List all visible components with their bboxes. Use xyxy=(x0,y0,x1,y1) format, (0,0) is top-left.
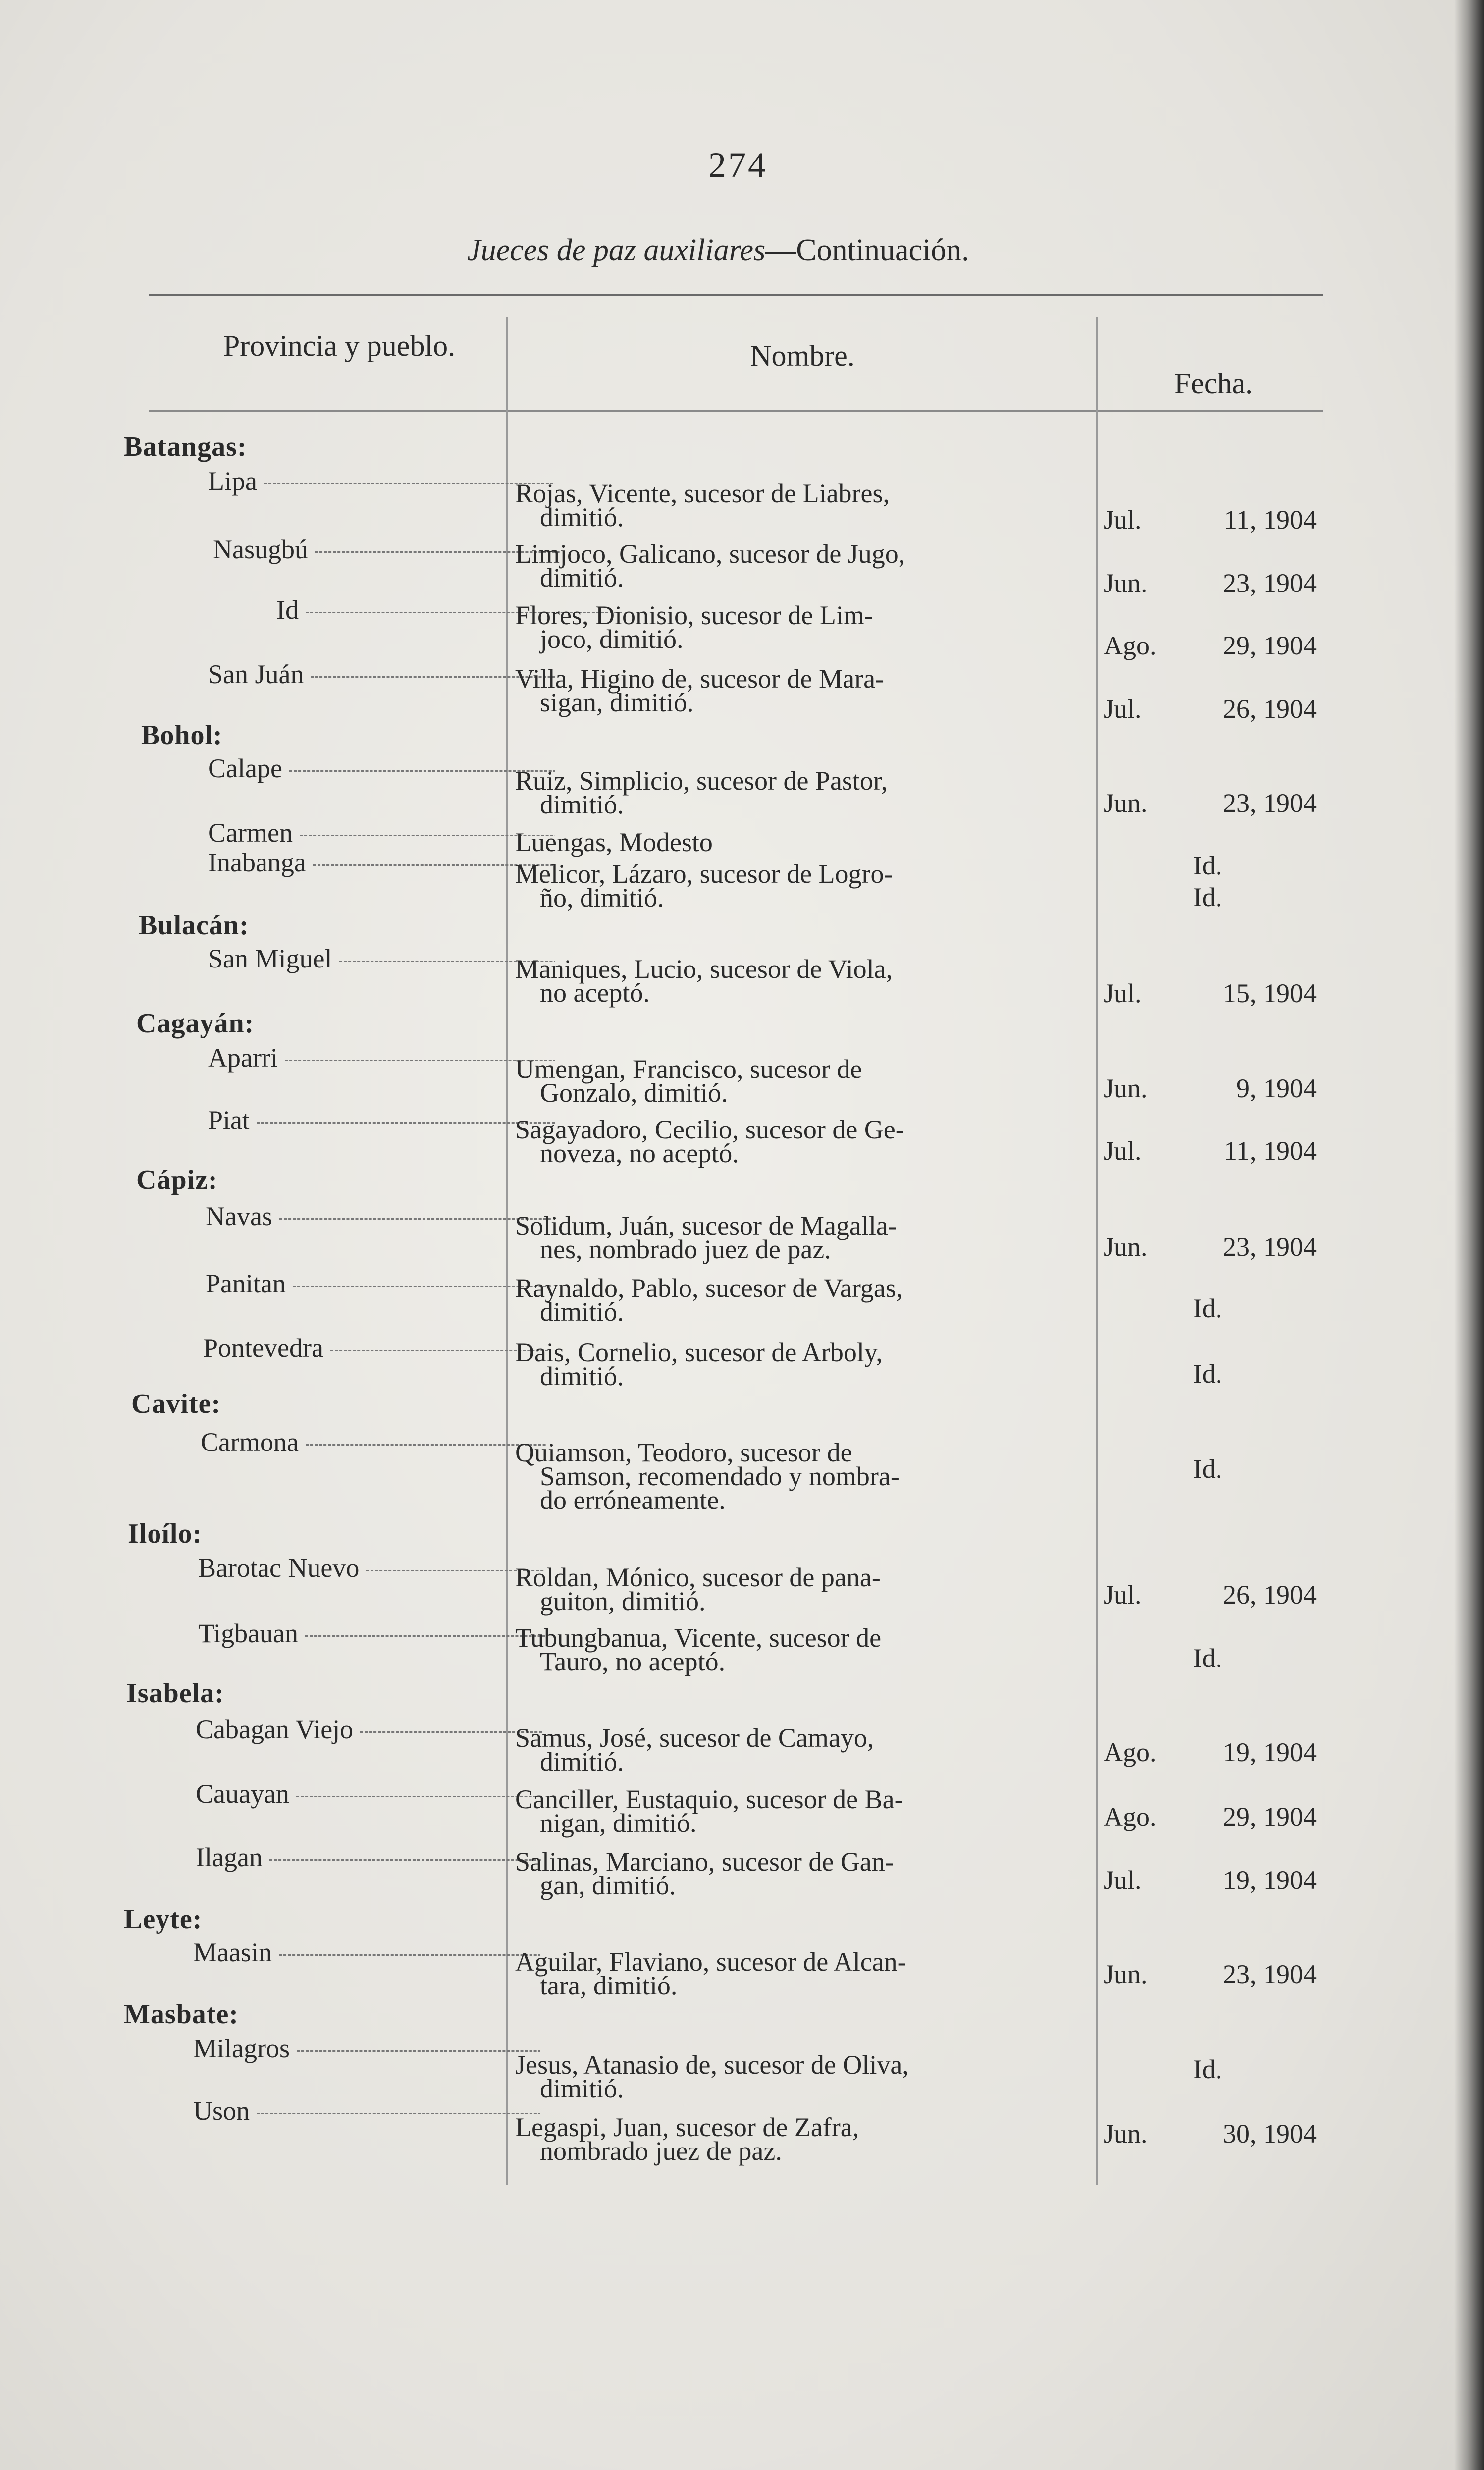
town-name xyxy=(196,1714,542,1745)
column-header-date: Fecha. xyxy=(1174,367,1253,400)
running-title-rest: —Continuación. xyxy=(765,233,969,267)
town-label: Id xyxy=(276,595,299,625)
town-label: Ilagan xyxy=(196,1842,263,1872)
name-cell xyxy=(515,827,1085,857)
date-cell: Id. xyxy=(1193,882,1222,912)
date-month: Jun. xyxy=(1104,2119,1148,2148)
name-line: Jesus, Atanasio de, sucesor de Oliva, xyxy=(515,2050,909,2080)
date-cell: Id. xyxy=(1193,1643,1222,1673)
date-day: 26, 1904 xyxy=(1223,1580,1317,1610)
name-line: tara, dimitió. xyxy=(540,1971,678,2000)
date-cell xyxy=(1104,1135,1322,1166)
name-line: Tauro, no aceptó. xyxy=(540,1647,726,1676)
name-cell xyxy=(515,766,1085,819)
province-heading: Iloílo: xyxy=(128,1518,203,1549)
date-day: 30, 1904 xyxy=(1223,2119,1317,2148)
date-cell xyxy=(1104,1579,1322,1610)
name-line: Solidum, Juán, sucesor de Magalla- xyxy=(515,1211,897,1240)
name-line: dimitió. xyxy=(540,1747,624,1776)
date-month: Jun. xyxy=(1104,568,1148,598)
town-name xyxy=(198,1553,545,1583)
date-month: Jun. xyxy=(1104,1232,1148,1262)
date-month: Jul. xyxy=(1104,1865,1142,1895)
name-cell xyxy=(515,664,1085,717)
name-cell xyxy=(515,600,1085,654)
name-line: do erróneamente. xyxy=(540,1485,726,1515)
province-heading: Batangas: xyxy=(124,431,247,462)
name-line: Gonzalo, dimitió. xyxy=(540,1078,728,1108)
name-cell xyxy=(515,2112,1085,2166)
name-line: Tubungbanua, Vicente, sucesor de xyxy=(515,1623,882,1653)
date-day: 19, 1904 xyxy=(1223,1737,1317,1767)
date-cell xyxy=(1104,694,1322,724)
town-label: Pontevedra xyxy=(203,1333,323,1363)
date-day: 9, 1904 xyxy=(1236,1074,1317,1103)
date-cell xyxy=(1104,788,1322,818)
name-line: nes, nombrado juez de paz. xyxy=(540,1235,831,1264)
name-line: gan, dimitió. xyxy=(540,1871,676,1900)
date-cell xyxy=(1104,630,1322,661)
date-day: 29, 1904 xyxy=(1223,1802,1317,1831)
name-cell xyxy=(515,479,1085,532)
town-label: Calape xyxy=(208,753,282,783)
town-label: San Juán xyxy=(208,659,304,689)
name-line: sigan, dimitió. xyxy=(540,688,694,717)
name-line: dimitió. xyxy=(540,1361,624,1391)
page-number: 274 xyxy=(708,145,768,185)
date-day: 15, 1904 xyxy=(1223,978,1317,1008)
name-cell xyxy=(515,1438,1085,1515)
town-name xyxy=(196,1842,542,1873)
name-cell xyxy=(515,1562,1085,1616)
town-name xyxy=(193,2033,540,2064)
name-line: Quiamson, Teodoro, sucesor de xyxy=(515,1438,852,1467)
town-name xyxy=(208,1105,555,1135)
town-name xyxy=(208,659,555,690)
date-day: 11, 1904 xyxy=(1224,1136,1317,1166)
province-heading: Masbate: xyxy=(124,1999,239,2030)
town-label: Inabanga xyxy=(208,848,306,877)
name-line: noveza, no aceptó. xyxy=(540,1138,739,1168)
name-cell xyxy=(515,1784,1085,1838)
town-label: Cauayan xyxy=(196,1779,289,1809)
name-line: joco, dimitió. xyxy=(540,624,684,654)
town-name xyxy=(208,817,555,848)
date-cell xyxy=(1104,1959,1322,1989)
name-line: nigan, dimitió. xyxy=(540,1808,697,1838)
town-label: Tigbauan xyxy=(198,1618,299,1648)
town-name xyxy=(193,2095,540,2126)
province-heading: Leyte: xyxy=(124,1904,203,1934)
name-cell xyxy=(515,539,1085,592)
town-name xyxy=(208,1042,555,1073)
town-label: Milagros xyxy=(193,2034,290,2063)
name-cell xyxy=(515,1054,1085,1108)
name-line: dimitió. xyxy=(540,2074,624,2103)
town-label: Cabagan Viejo xyxy=(196,1715,354,1744)
date-day: 23, 1904 xyxy=(1223,1232,1317,1262)
town-name xyxy=(196,1778,542,1809)
date-month: Jul. xyxy=(1104,1136,1142,1166)
name-line: Limjoco, Galicano, sucesor de Jugo, xyxy=(515,539,905,569)
name-line: Sagayadoro, Cecilio, sucesor de Ge- xyxy=(515,1115,904,1144)
province-heading: Isabela: xyxy=(126,1678,224,1709)
date-cell xyxy=(1104,1232,1322,1262)
town-name xyxy=(208,943,555,974)
name-line: Villa, Higino de, sucesor de Mara- xyxy=(515,664,885,694)
name-line: dimitió. xyxy=(540,502,624,532)
date-month: Jul. xyxy=(1104,694,1142,724)
town-label: Aparri xyxy=(208,1043,278,1073)
name-line: Samson, recomendado y nombra- xyxy=(540,1461,900,1491)
name-line: Luengas, Modesto xyxy=(515,827,713,857)
date-day: 19, 1904 xyxy=(1223,1865,1317,1895)
date-cell xyxy=(1104,1073,1322,1104)
date-cell xyxy=(1104,2118,1322,2149)
name-line: Roldan, Mónico, sucesor de pana- xyxy=(515,1562,881,1592)
town-name xyxy=(208,847,555,878)
date-day: 11, 1904 xyxy=(1224,505,1317,535)
name-line: Maniques, Lucio, sucesor de Viola, xyxy=(515,954,893,984)
column-header-province: Provincia y pueblo. xyxy=(223,329,456,362)
date-month: Jul. xyxy=(1104,1580,1142,1610)
name-line: no aceptó. xyxy=(540,978,650,1008)
date-cell xyxy=(1104,568,1322,598)
date-day: 23, 1904 xyxy=(1223,568,1317,598)
name-cell xyxy=(515,1115,1085,1168)
town-label: Navas xyxy=(206,1201,272,1231)
town-name xyxy=(193,1937,540,1968)
name-line: Salinas, Marciano, sucesor de Gan- xyxy=(515,1847,894,1877)
name-line: Aguilar, Flaviano, sucesor de Alcan- xyxy=(515,1947,906,1977)
name-line: Melicor, Lázaro, sucesor de Logro- xyxy=(515,859,893,889)
province-heading: Cagayán: xyxy=(136,1008,255,1039)
town-name xyxy=(208,466,555,496)
name-line: Flores, Dionisio, sucesor de Lim- xyxy=(515,600,873,630)
name-cell xyxy=(515,954,1085,1008)
town-name xyxy=(206,1201,552,1232)
town-label: Carmona xyxy=(201,1427,299,1457)
province-heading: Cavite: xyxy=(131,1389,221,1419)
name-cell xyxy=(515,1623,1085,1676)
name-cell xyxy=(515,1847,1085,1900)
town-label: Carmen xyxy=(208,818,293,848)
town-name xyxy=(208,753,555,784)
town-label: Lipa xyxy=(208,466,257,496)
name-cell xyxy=(515,1211,1085,1264)
date-cell: Id. xyxy=(1193,2054,1222,2084)
name-line: ño, dimitió. xyxy=(540,883,664,913)
name-line: dimitió. xyxy=(540,563,624,592)
date-cell: Id. xyxy=(1193,1454,1222,1484)
date-cell xyxy=(1104,978,1322,1009)
name-line: Legaspi, Juan, sucesor de Zafra, xyxy=(515,2112,859,2142)
town-label: Piat xyxy=(208,1105,250,1135)
name-line: guiton, dimitió. xyxy=(540,1586,706,1616)
name-line: dimitió. xyxy=(540,790,624,819)
town-name xyxy=(206,1268,552,1299)
name-cell xyxy=(515,2050,1085,2103)
date-cell xyxy=(1104,504,1322,535)
name-line: Umengan, Francisco, sucesor de xyxy=(515,1054,862,1084)
date-day: 23, 1904 xyxy=(1223,788,1317,818)
name-line: Ruiz, Simplicio, sucesor de Pastor, xyxy=(515,766,888,796)
date-cell xyxy=(1104,1801,1322,1832)
town-name xyxy=(201,1427,547,1457)
name-line: Rojas, Vicente, sucesor de Liabres, xyxy=(515,479,890,508)
town-label: Panitan xyxy=(206,1269,286,1298)
name-line: Canciller, Eustaquio, sucesor de Ba- xyxy=(515,1784,903,1814)
date-day: 23, 1904 xyxy=(1223,1959,1317,1989)
town-label: Maasin xyxy=(193,1937,272,1967)
date-cell xyxy=(1104,1865,1322,1895)
name-cell xyxy=(515,1273,1085,1327)
town-name xyxy=(198,1618,545,1649)
name-cell xyxy=(515,1723,1085,1776)
date-month: Jun. xyxy=(1104,1074,1148,1103)
name-line: nombrado juez de paz. xyxy=(540,2136,782,2166)
province-heading: Bohol: xyxy=(141,720,223,751)
column-header-name: Nombre. xyxy=(750,339,855,372)
town-name xyxy=(213,534,560,565)
date-month: Ago. xyxy=(1104,1737,1157,1767)
town-label: Uson xyxy=(193,2096,250,2126)
name-cell xyxy=(515,859,1085,913)
date-cell: Id. xyxy=(1193,1359,1222,1389)
name-line: Raynaldo, Pablo, sucesor de Vargas, xyxy=(515,1273,903,1303)
town-label: Barotac Nuevo xyxy=(198,1553,360,1583)
name-cell xyxy=(515,1338,1085,1391)
date-cell: Id. xyxy=(1193,1293,1222,1323)
date-day: 29, 1904 xyxy=(1223,631,1317,660)
date-month: Ago. xyxy=(1104,631,1157,660)
town-label: Nasugbú xyxy=(213,535,308,564)
province-heading: Cápiz: xyxy=(136,1165,218,1195)
running-title-italic: Jueces de paz auxiliares xyxy=(467,233,766,267)
town-label: San Miguel xyxy=(208,944,332,973)
date-month: Jul. xyxy=(1104,505,1142,535)
date-cell xyxy=(1104,1737,1322,1768)
date-day: 26, 1904 xyxy=(1223,694,1317,724)
date-month: Jul. xyxy=(1104,978,1142,1008)
date-month: Ago. xyxy=(1104,1802,1157,1831)
name-line: dimitió. xyxy=(540,1297,624,1327)
name-line: Dais, Cornelio, sucesor de Arboly, xyxy=(515,1338,883,1367)
town-name xyxy=(203,1333,550,1363)
name-cell xyxy=(515,1947,1085,2000)
date-cell: Id. xyxy=(1193,851,1222,880)
date-month: Jun. xyxy=(1104,788,1148,818)
province-heading: Bulacán: xyxy=(139,910,249,941)
name-line: Samus, José, sucesor de Camayo, xyxy=(515,1723,874,1753)
date-month: Jun. xyxy=(1104,1959,1148,1989)
